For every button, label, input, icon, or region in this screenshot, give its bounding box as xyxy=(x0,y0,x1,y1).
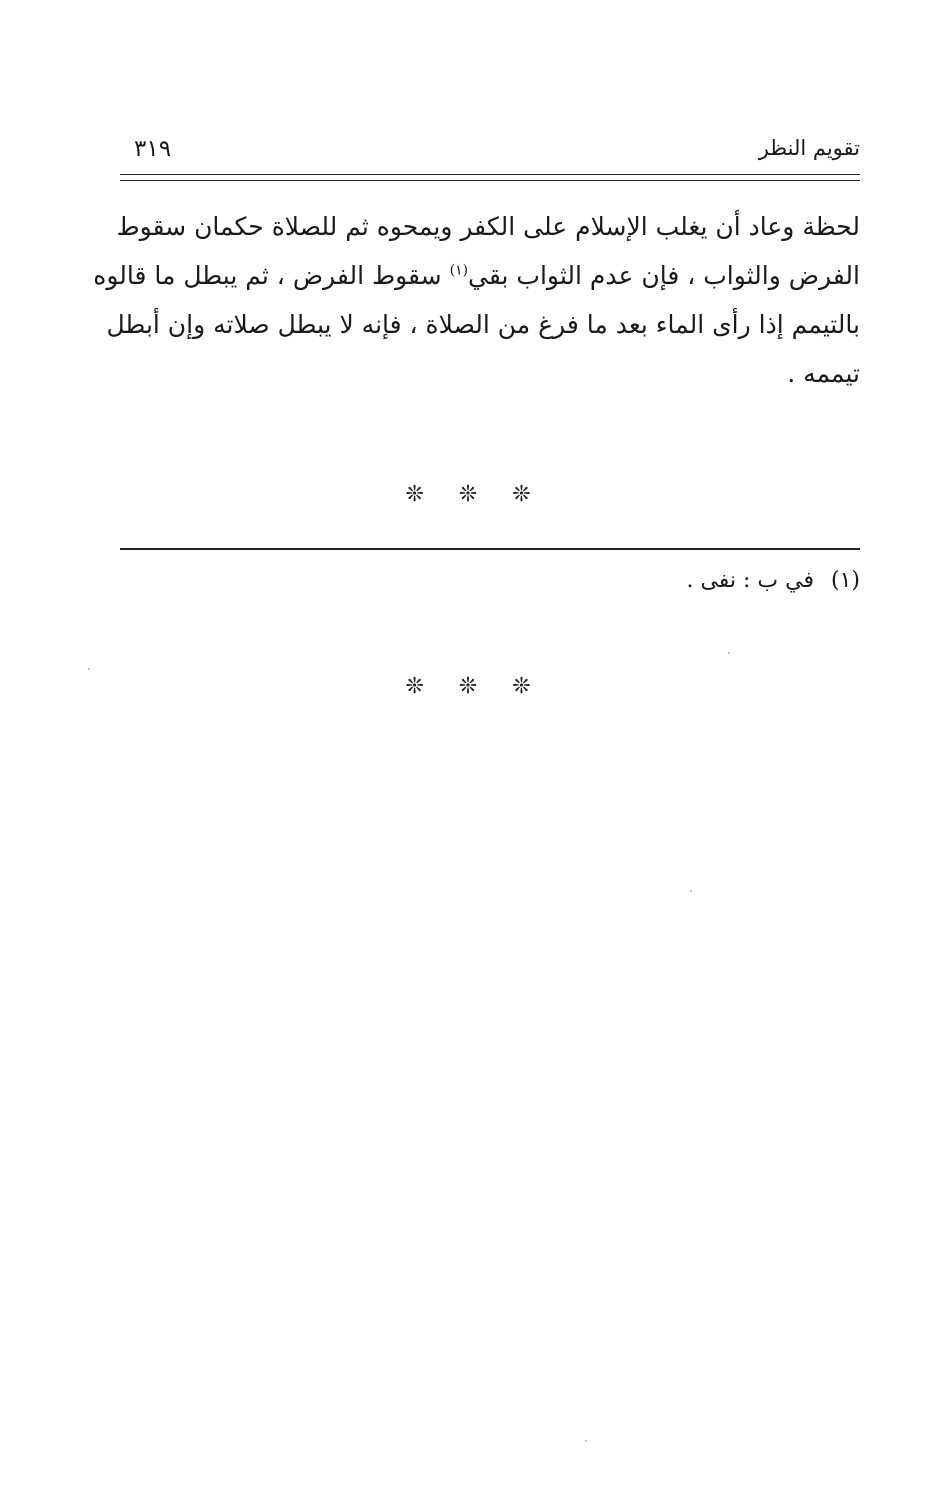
body-line-2-end: سقوط الفرض ، ثم يبطل ما قالوه xyxy=(93,261,442,290)
end-separator: ❊ ❊ ❊ xyxy=(405,674,545,699)
footnote-text: في ب : نفى . xyxy=(686,568,814,593)
running-header xyxy=(120,136,860,172)
body-line-3: بالتيمم إذا رأى الماء بعد ما فرغ من الصلاة ، فإنه لا يبطل صلاته وإن أبطل xyxy=(106,310,860,339)
scan-speck xyxy=(728,652,730,654)
header-rule-top xyxy=(120,174,860,175)
body-paragraph xyxy=(93,202,860,398)
scan-speck xyxy=(690,890,692,892)
footnote-number: (١) xyxy=(830,568,860,593)
footnote xyxy=(120,568,860,593)
body-line-4: تيممه . xyxy=(787,359,860,388)
scan-speck xyxy=(88,668,90,670)
body-line-1: لحظة وعاد أن يغلب الإسلام على الكفر ويمحوه ثم للصلاة حكمان سقوط xyxy=(116,212,860,241)
scan-speck xyxy=(585,1440,587,1442)
footnote-reference[interactable]: (١) xyxy=(449,262,469,279)
body-line-2 xyxy=(93,251,860,300)
header-rule-bottom xyxy=(120,180,860,181)
running-title: تقويم النظر xyxy=(758,136,860,160)
section-separator: ❊ ❊ ❊ xyxy=(405,482,545,507)
page-number: ٣١٩ xyxy=(134,136,172,162)
footnote-rule xyxy=(120,548,860,550)
body-line-2-start: الفرض والثواب ، فإن عدم الثواب بقي xyxy=(468,261,860,290)
